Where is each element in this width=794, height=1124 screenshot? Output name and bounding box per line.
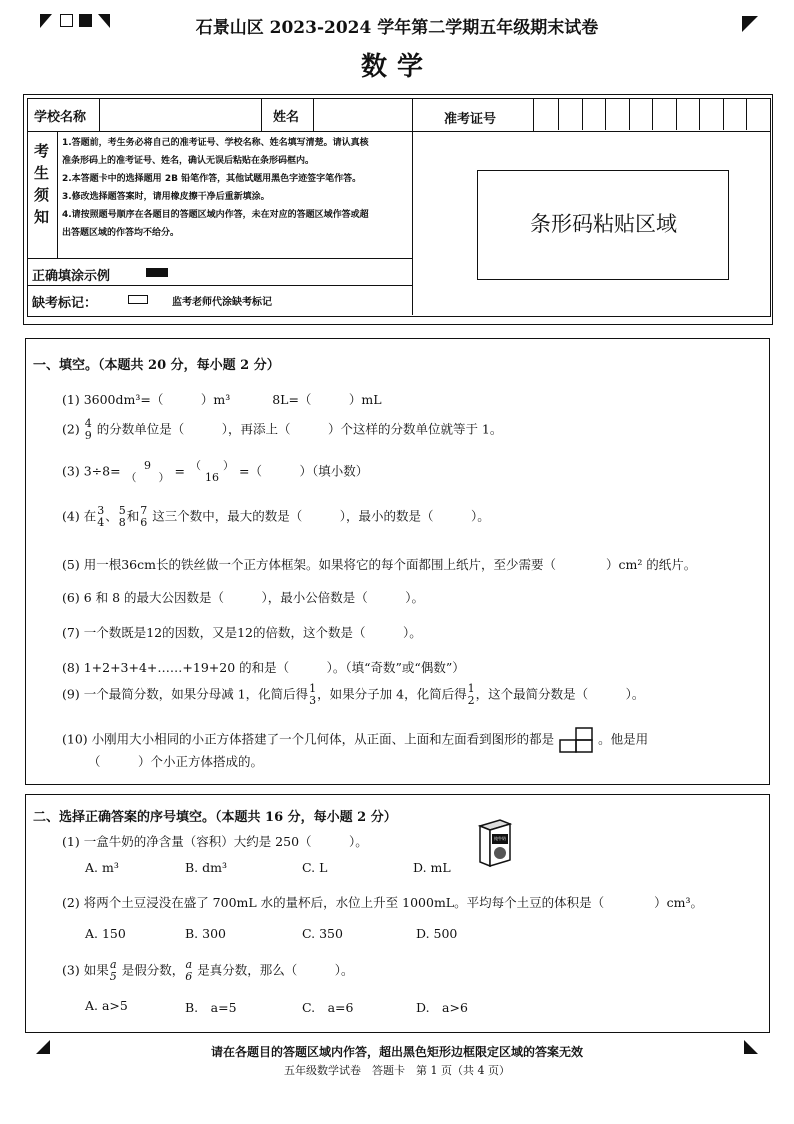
divider [412, 98, 413, 315]
option-2-2-d[interactable]: D. 500 [416, 926, 458, 941]
exam-title: 石景山区 2023-2024 学年第二学期五年级期末试卷 [195, 18, 599, 38]
exam-number-boxes[interactable] [534, 99, 770, 130]
school-name-label: 学校名称 [34, 110, 87, 125]
footer-page: 五年级数学试卷 答题卡 第 1 页（共 4 页） [284, 1064, 510, 1077]
question-2-2: (2) 将两个土豆浸没在盛了 700mL 水的量杯后，水位上升至 1000mL。平均每个土豆的体积是（ ）cm³。 [62, 895, 703, 910]
question-1-2: (2) 4 9 的分数单位是（ ），再添上（ ）个这样的分数单位就等于 1。 [62, 417, 503, 442]
name-label: 姓名 [273, 110, 300, 125]
notice-line: 准条形码上的准考证号、姓名，确认无误后粘贴在条形码框内。 [62, 156, 315, 166]
exam-number-label: 准考证号 [444, 112, 497, 127]
divider [261, 98, 262, 131]
divider [27, 258, 412, 259]
fraction: 4 9 [84, 417, 92, 442]
fraction: 1 2 [467, 682, 475, 707]
option-2-3-c[interactable]: C. a=6 [302, 1000, 354, 1015]
question-1-8: (8) 1+2+3+4+……+19+20 的和是（ ）。（填“奇数”或“偶数”） [62, 660, 465, 675]
milk-carton-image [476, 818, 514, 868]
option-2-2-b[interactable]: B. 300 [185, 926, 226, 941]
divider [57, 131, 58, 258]
question-1-4: (4) 在 3 4 、 5 8 和 7 6 这三个数中，最大的数是（ ），最小的数是（ ）。 [62, 504, 490, 529]
question-1-10: (10) 小刚用大小相同的小正方体搭建了一个几何体，从正面、上面和左面看到图形的都是 。他是用 [62, 727, 648, 753]
fill-example-label: 正确填涂示例 [32, 269, 111, 284]
notice-line: 1.答题前，考生务必将自己的准考证号、学校名称、姓名填写清楚。请认真核 [62, 138, 369, 148]
option-2-3-d[interactable]: D. a>6 [416, 1000, 468, 1015]
fraction: 3 4 [97, 504, 105, 529]
notice-line: 3.修改选择题答案时，请用橡皮擦干净后重新填涂。 [62, 192, 270, 202]
barcode-label: 条形码粘贴区域 [530, 212, 677, 236]
fraction: a 6 [185, 958, 193, 983]
notice-line: 4.请按照题号顺序在各题目的答题区域内作答，未在对应的答题区域作答或超 [62, 210, 369, 220]
fraction: 9 （ ） [125, 459, 170, 484]
absent-checkbox[interactable] [128, 295, 148, 304]
question-1-5: (5) 用一根36cm长的铁丝做一个正方体框架。如果将它的每个面都围上纸片，至少需要（ ）cm² 的纸片。 [62, 557, 697, 572]
absent-label: 缺考标记： [32, 296, 98, 311]
absent-note: 监考老师代涂缺考标记 [172, 297, 272, 308]
fraction: 7 6 [140, 504, 148, 529]
divider [27, 285, 412, 286]
option-2-2-c[interactable]: C. 350 [302, 926, 343, 941]
question-1-10-cont: （ ）个小正方体搭成的。 [88, 754, 264, 769]
fraction: （ ） 16 [190, 459, 234, 484]
option-2-1-b[interactable]: B. dm³ [185, 860, 227, 875]
question-1-1: (1) 3600dm³=（ ）m³ 8L=（ ）mL [62, 392, 382, 407]
fraction: a 5 [109, 958, 117, 983]
question-1-6: (6) 6 和 8 的最大公因数是（ ），最小公倍数是（ ）。 [62, 590, 425, 605]
option-2-1-c[interactable]: C. L [302, 860, 328, 875]
notice-label: 考生须知 [34, 142, 50, 226]
option-2-1-a[interactable]: A. m³ [85, 860, 119, 875]
question-1-3: (3) 3÷8= 9 （ ） = （ ） 16 =（ ）（填小数） [62, 459, 369, 484]
l-shape-view-icon [558, 727, 594, 753]
milk-carton-label: 纯牛奶 [494, 836, 506, 841]
notice-text [62, 134, 410, 242]
fraction: 5 8 [118, 504, 126, 529]
footer-warning: 请在各题目的答题区域内作答，超出黑色矩形边框限定区域的答案无效 [210, 1045, 583, 1059]
section2-heading: 二、选择正确答案的序号填空。（本题共 16 分，每小题 2 分） [33, 810, 397, 825]
question-2-3: (3) 如果 a 5 是假分数， a 6 是真分数，那么（ ）。 [62, 958, 354, 983]
subject-title: 数学 [360, 52, 433, 82]
option-2-1-d[interactable]: D. mL [413, 860, 451, 875]
fill-example-mark [146, 268, 168, 277]
option-2-2-a[interactable]: A. 150 [85, 926, 126, 941]
option-2-3-b[interactable]: B. a=5 [185, 1000, 237, 1015]
option-2-3-a[interactable]: A. a>5 [85, 998, 128, 1013]
section1-heading: 一、填空。（本题共 20 分，每小题 2 分） [33, 358, 280, 373]
notice-line: 出答题区域的作答均不给分。 [62, 228, 180, 238]
question-2-1: (1) 一盒牛奶的净含量（容积）大约是 250（ ）。 [62, 834, 368, 849]
notice-line: 2.本答题卡中的选择题用 2B 铅笔作答，其他试题用黑色字迹签字笔作答。 [62, 174, 362, 184]
section2-box [25, 794, 770, 1033]
name-field[interactable] [314, 99, 411, 130]
question-1-9: (9) 一个最简分数，如果分母减 1，化简后得 1 3 ，如果分子加 4，化简后得 1 2 ，这个最简分数是（ ）。 [62, 682, 645, 707]
fraction: 1 3 [309, 682, 317, 707]
question-1-7: (7) 一个数既是12的因数，又是12的倍数，这个数是（ ）。 [62, 625, 422, 640]
school-name-field[interactable] [100, 99, 260, 130]
